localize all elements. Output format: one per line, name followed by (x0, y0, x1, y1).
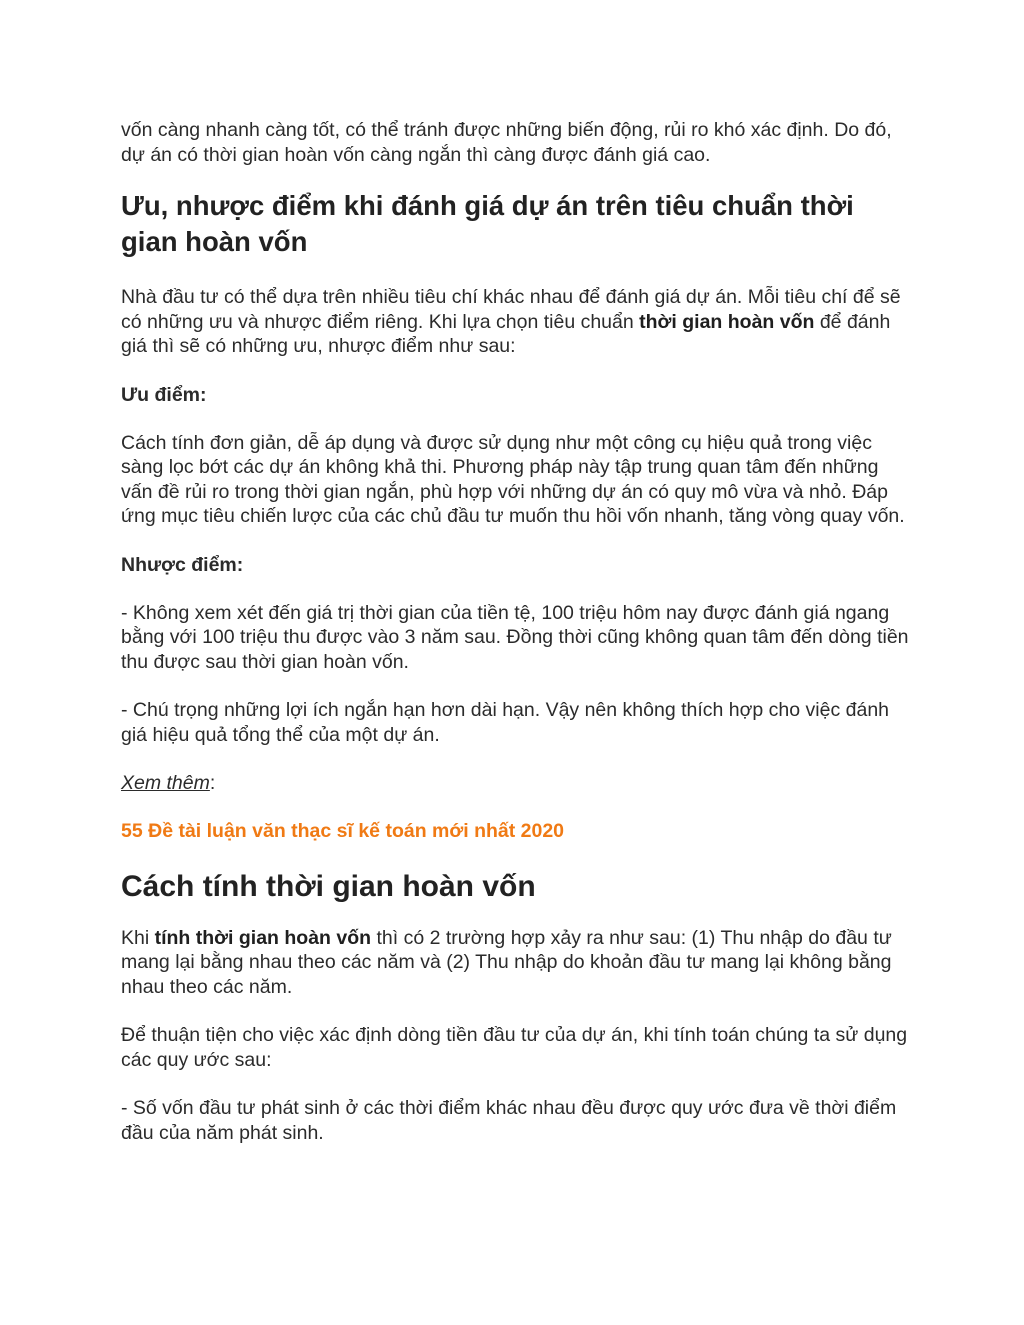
calc-text-before: Khi (121, 926, 155, 949)
criteria-paragraph (121, 285, 911, 359)
criteria-text-before: Nhà đầu tư có thể dựa trên nhiều tiêu chí khác nhau để đánh giá dự án. Mỗi tiêu chí để sẽ có những ưu và nhược điểm riêng. Khi lựa chọn tiêu chuẩn (121, 286, 901, 333)
calc-bold-term: tính thời gian hoàn vốn (154, 926, 372, 949)
heading-pros-cons: Ưu, nhược điểm khi đánh giá dự án trên tiêu chuẩn thời gian hoàn vốn (121, 190, 854, 257)
see-more-link[interactable]: Xem thêm (121, 772, 210, 794)
criteria-bold-term: thời gian hoàn vốn (639, 310, 815, 333)
see-more-line (121, 771, 911, 796)
see-more-colon: : (209, 772, 216, 794)
pros-label: Ưu điểm: (121, 383, 207, 406)
related-article-link[interactable]: 55 Đề tài luận văn thạc sĩ kế toán mới nhất 2020 (121, 819, 565, 842)
heading-calculation: Cách tính thời gian hoàn vốn (121, 869, 536, 903)
intro-paragraph: vốn càng nhanh càng tốt, có thể tránh được những biến động, rủi ro khó xác định. Do đó, dự án có thời gian hoàn vốn càng ngắn thì càng được đánh giá cao. (121, 119, 892, 166)
pros-paragraph: Cách tính đơn giản, dễ áp dụng và được sử dụng như một công cụ hiệu quả trong việc sàng lọc bớt các dự án không khả thi. Phương pháp này tập trung quan tâm đến những vấn đề rủi ro trong thời gian ngắn, phù hợp với những dự án có quy mô vừa và nhỏ. Đáp ứng mục tiêu chiến lược của các chủ đầu tư muốn thu hồi vốn nhanh, tăng vòng quay vốn. (121, 431, 905, 527)
calculation-paragraph-2: Để thuận tiện cho việc xác định dòng tiền đầu tư của dự án, khi tính toán chúng ta sử dụng các quy ước sau: (121, 1024, 908, 1071)
document-page (121, 118, 911, 1145)
calculation-paragraph-3: - Số vốn đầu tư phát sinh ở các thời điểm khác nhau đều được quy ước đưa về thời điểm đầu của năm phát sinh. (121, 1097, 897, 1144)
cons-paragraph-1: - Không xem xét đến giá trị thời gian của tiền tệ, 100 triệu hôm nay được đánh giá ngang bằng với 100 triệu thu được vào 3 năm sau. Đồng thời cũng không quan tâm đến dòng tiền thu được sau thời gian hoàn vốn. (121, 601, 909, 673)
calculation-paragraph-1 (121, 926, 911, 1000)
calc-text-after: thì có 2 trường hợp xảy ra như sau: (1) Thu nhập do đầu tư mang lại bằng nhau theo các năm và (2) Thu nhập do khoản đầu tư mang lại không bằng nhau theo các năm. (121, 926, 892, 998)
cons-label: Nhược điểm: (121, 553, 244, 576)
criteria-text-after: để đánh giá thì sẽ có những ưu, nhược điểm như sau: (121, 310, 891, 357)
cons-paragraph-2: - Chú trọng những lợi ích ngắn hạn hơn dài hạn. Vậy nên không thích hợp cho việc đánh giá hiệu quả tổng thể của một dự án. (121, 699, 890, 746)
